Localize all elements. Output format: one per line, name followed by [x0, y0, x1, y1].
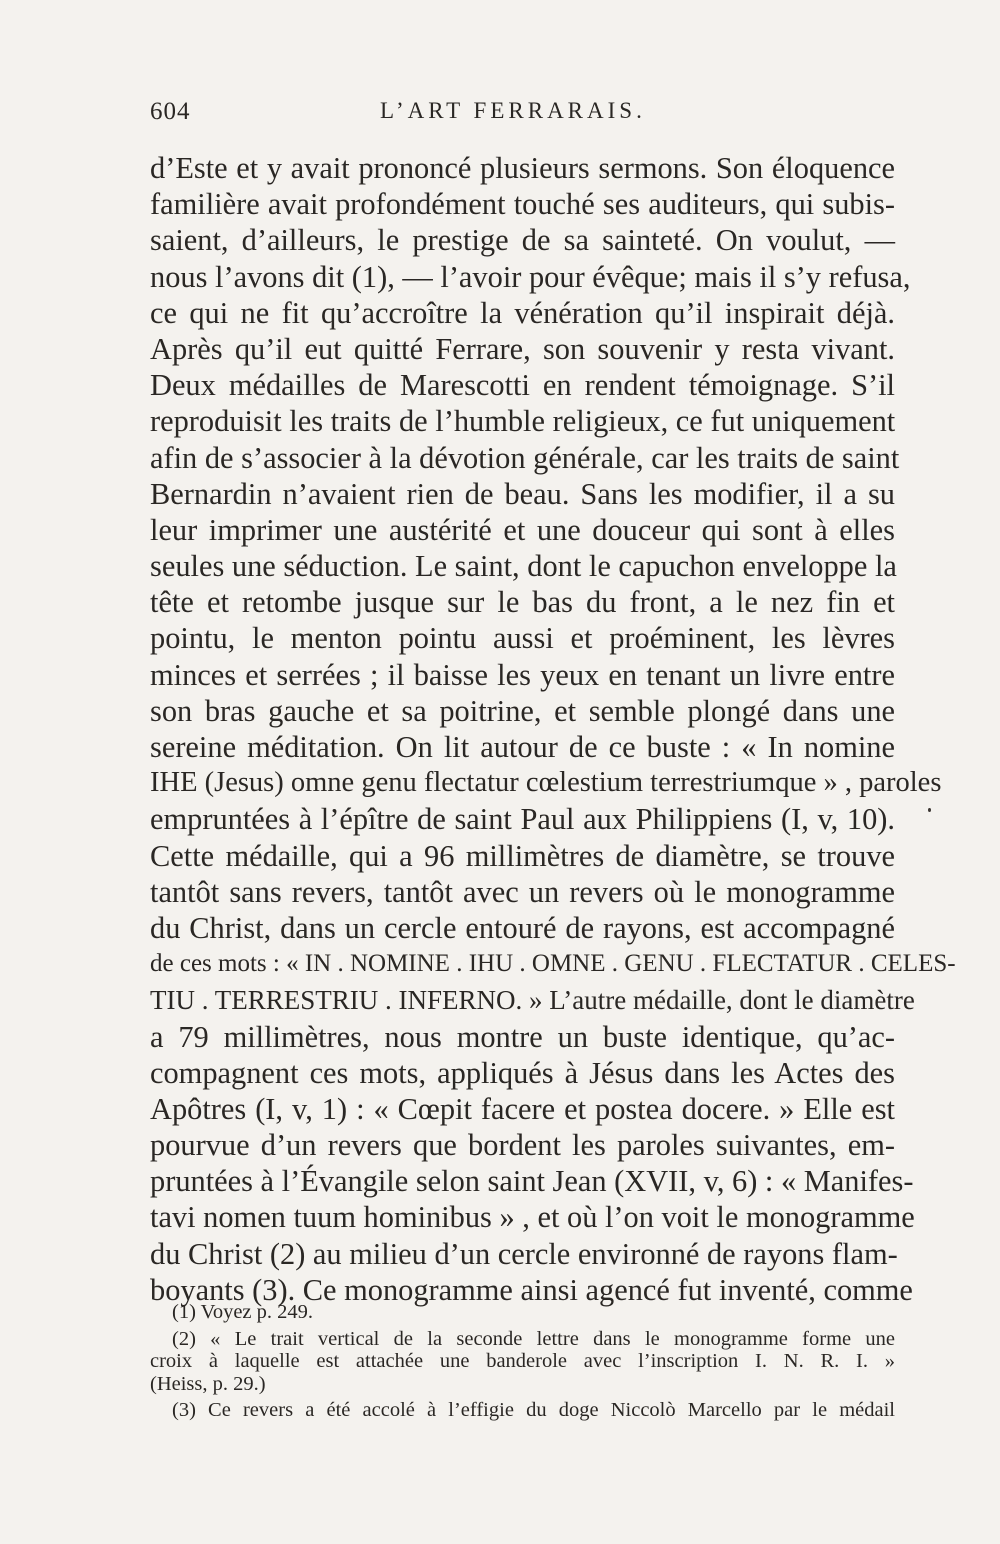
text-line: empruntées à l’épître de saint Paul aux Philippiens (I, v, 10).: [150, 802, 895, 837]
text-line: Après qu’il eut quitté Ferrare, son souvenir y resta vivant.: [150, 331, 895, 366]
text-line: son bras gauche et sa poitrine, et semble plongé dans une: [150, 693, 895, 728]
text-line: pourvue d’un revers que bordent les paroles suivantes, em-: [150, 1128, 895, 1163]
text-line: de ces mots : « IN . NOMINE . IHU . OMNE . GENU . FLECTATUR . CELES-: [150, 950, 956, 978]
text-line: seules une séduction. Le saint, dont le capuchon enveloppe la: [150, 549, 897, 584]
running-title: L’ART FERRARAIS.: [380, 98, 646, 123]
text-line: pointu, le menton pointu aussi et proéminent, les lèvres: [150, 621, 895, 656]
text-line: leur imprimer une austérité et une douceur qui sont à elles: [150, 512, 895, 547]
text-line: a 79 millimètres, nous montre un buste identique, qu’ac-: [150, 1019, 895, 1054]
footnotes: [150, 1301, 895, 1426]
text-line: reproduisit les traits de l’humble religieux, ce fut uniquement: [150, 404, 896, 439]
page-number: 604: [150, 98, 191, 125]
text-line: du Christ, dans un cercle entouré de rayons, est accompagné: [150, 910, 895, 945]
footnote-text: (1) Voyez p. 249.: [172, 1301, 314, 1323]
footnote-text: (2) « Le trait vertical de la seconde lettre dans le monogramme forme une: [172, 1327, 895, 1350]
text-line: boyants (3). Ce monogramme ainsi agencé fut inventé, comme: [150, 1272, 913, 1307]
text-line: saient, d’ailleurs, le prestige de sa sainteté. On voulut, —: [150, 223, 895, 258]
text-line: tête et retombe jusque sur le bas du front, a le nez fin et: [150, 585, 895, 620]
text-line: tantôt sans revers, tantôt avec un revers où le monogramme: [150, 874, 895, 909]
body-text: [150, 150, 956, 1308]
footnote-text: (Heiss, p. 29.): [150, 1372, 266, 1395]
ink-speck: [928, 808, 931, 812]
text-line: Cette médaille, qui a 96 millimètres de diamètre, se trouve: [150, 838, 895, 873]
text-line: compagnent ces mots, appliqués à Jésus dans les Actes des: [150, 1055, 895, 1090]
text-line: nous l’avons dit (1), — l’avoir pour évêque; mais il s’y refusa,: [150, 259, 911, 294]
text-line: TIU . TERRESTRIU . INFERNO. » L’autre médaille, dont le diamètre: [150, 985, 915, 1016]
text-line: sereine méditation. On lit autour de ce buste : « In nomine: [150, 730, 895, 764]
text-line: d’Este et y avait prononcé plusieurs sermons. Son éloquence: [150, 151, 895, 185]
footnote-text: croix à laquelle est attachée une banderole avec l’inscription I. N. R. I. »: [150, 1350, 895, 1372]
text-line: minces et serrées ; il baisse les yeux en tenant un livre entre: [150, 657, 895, 692]
page-header: [150, 98, 895, 138]
text-line: Apôtres (I, v, 1) : « Cœpit facere et postea docere. » Elle est: [150, 1091, 895, 1126]
text-line: IHE (Jesus) omne genu flectatur cœlestium terrestriumque » , paroles: [150, 767, 942, 799]
footnote-3: [150, 1399, 895, 1422]
text-line: Deux médailles de Marescotti en rendent témoignage. S’il: [150, 368, 895, 403]
text-line: ce qui ne fit qu’accroître la vénération qu’il inspirait déjà.: [150, 295, 895, 330]
text-line: familière avait profondément touché ses auditeurs, qui subis-: [150, 187, 895, 222]
footnote-2: [150, 1328, 895, 1396]
footnote-text: (3) Ce revers a été accolé à l’effigie du doge Niccolò Marcello par le médail: [172, 1399, 895, 1421]
text-line: pruntées à l’Évangile selon saint Jean (XVII, v, 6) : « Manifes-: [150, 1164, 914, 1199]
text-line: du Christ (2) au milieu d’un cercle environné de rayons flam-: [150, 1236, 898, 1271]
text-line: tavi nomen tuum hominibus » , et où l’on voit le monogramme: [150, 1200, 915, 1235]
footnote-1: [150, 1301, 895, 1324]
text-line: afin de s’associer à la dévotion générale, car les traits de saint: [150, 440, 900, 475]
text-line: Bernardin n’avaient rien de beau. Sans les modifier, il a su: [150, 476, 895, 511]
